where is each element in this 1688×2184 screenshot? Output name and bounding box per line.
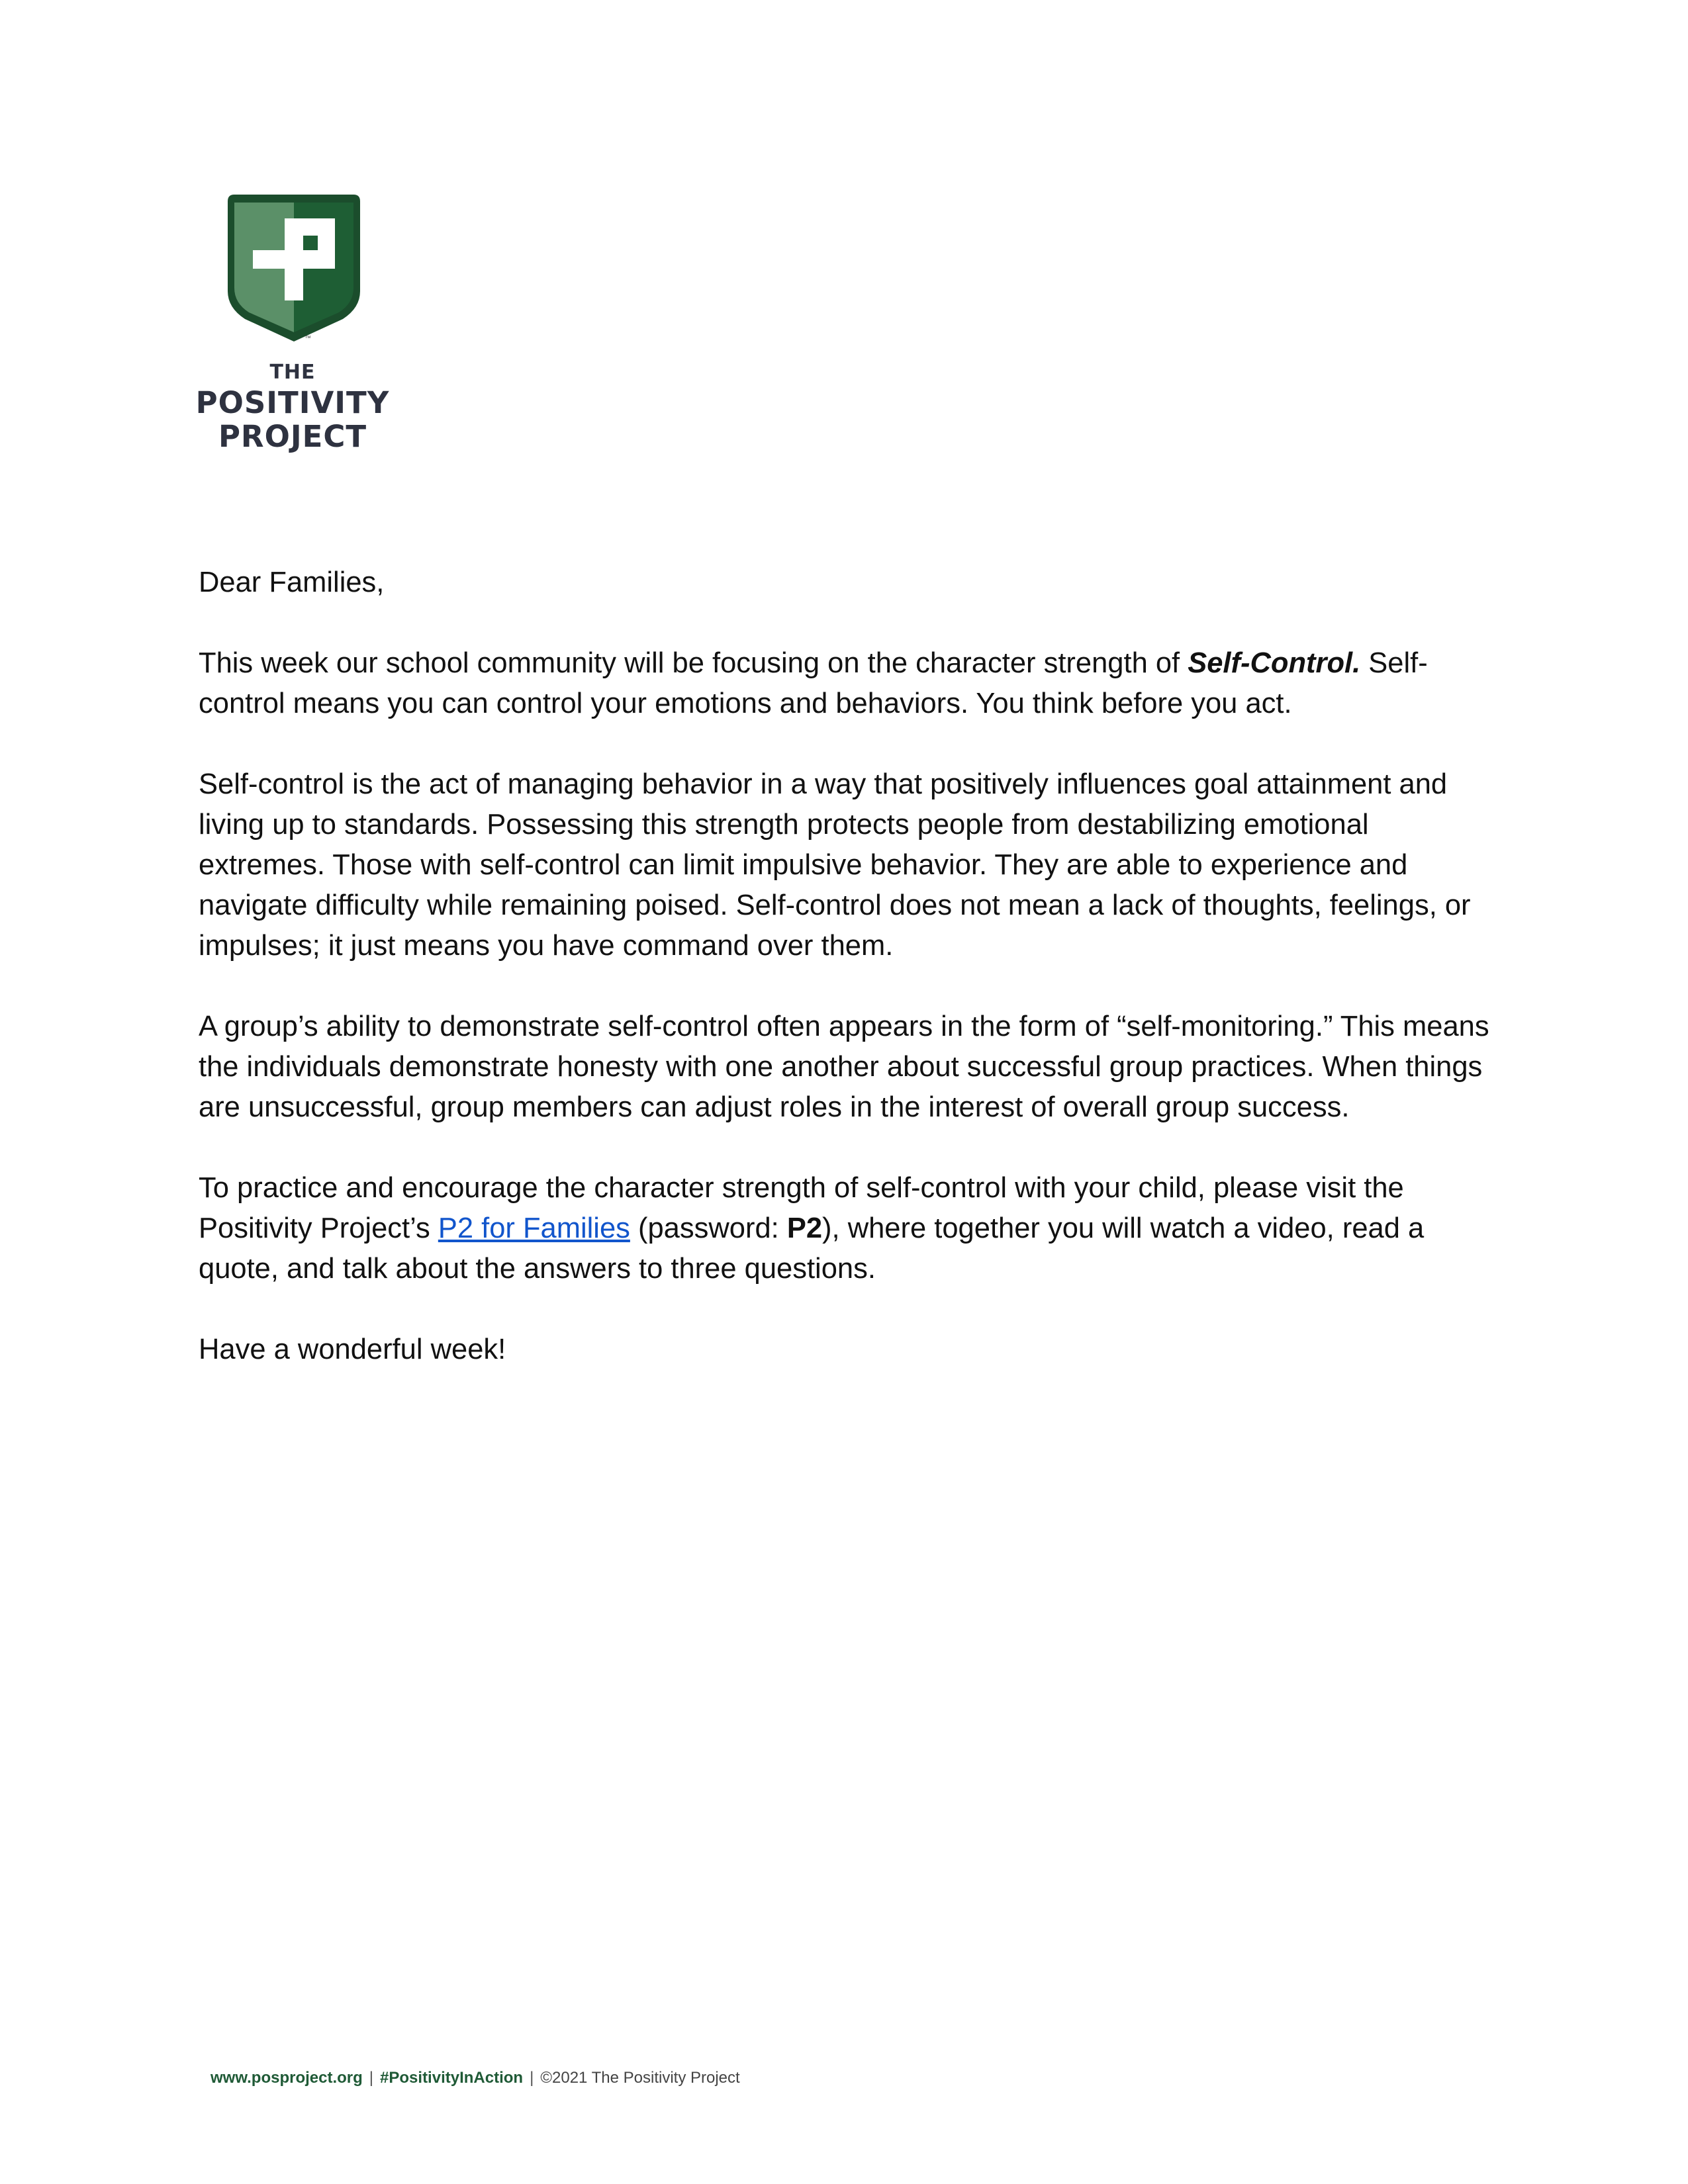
logo-wordmark [193, 361, 392, 454]
closing: Have a wonderful week! [199, 1334, 506, 1365]
letter-body [199, 563, 1496, 1410]
positivity-project-logo [193, 192, 392, 457]
logo-line-the: THE [269, 361, 316, 384]
logo-line-project: PROJECT [218, 419, 367, 454]
trademark-symbol: ™ [305, 335, 311, 342]
footer-copyright: ©2021 The Positivity Project [540, 2069, 740, 2087]
shield-cross-icon [224, 192, 364, 344]
paragraph-group: A group’s ability to demonstrate self-control often appears in the form of “self-monitoring.” This means the individuals demonstrate honesty with one another about successful group practices. When things are unsuccessful, group members can adjust roles in the interest of overall group success. [199, 1011, 1489, 1123]
p2-for-families-link[interactable]: P2 for Families [438, 1212, 630, 1244]
intro-text-after: Self-control means you can control your emotions and behaviors. You think before you act. [199, 647, 1428, 719]
greeting: Dear Families, [199, 567, 385, 598]
password-value: P2 [786, 1212, 823, 1244]
strength-name: Self-Control. [1188, 647, 1361, 679]
intro-text-before: This week our school community will be focusing on the character strength of [199, 647, 1188, 679]
paragraph-practice [199, 1168, 1496, 1289]
practice-text-mid: (password: [630, 1212, 787, 1244]
footer-website: www.posproject.org [211, 2069, 363, 2087]
footer [211, 2069, 740, 2087]
paragraph-definition: Self-control is the act of managing behavior in a way that positively influences goal attainment and living up to standards. Possessing this strength protects people from destabilizing emotional extremes. Those with self-control can limit impulsive behavior. They are able to experience and navigate difficulty while remaining poised. Self-control does not mean a lack of thoughts, feelings, or impulses; it just means you have command over them. [199, 768, 1471, 962]
paragraph-intro [199, 643, 1496, 724]
footer-separator: | [530, 2069, 534, 2087]
logo-line-positivity: POSITIVITY [195, 385, 390, 420]
practice-text-after: ), where together you will watch a video, read a quote, and talk about the answers to three questions. [199, 1212, 1425, 1285]
practice-text-before: To practice and encourage the character strength of self-control with your child, please visit the Positivity Project’s [199, 1172, 1404, 1244]
footer-separator: | [369, 2069, 374, 2087]
footer-hashtag: #PositivityInAction [380, 2069, 524, 2087]
